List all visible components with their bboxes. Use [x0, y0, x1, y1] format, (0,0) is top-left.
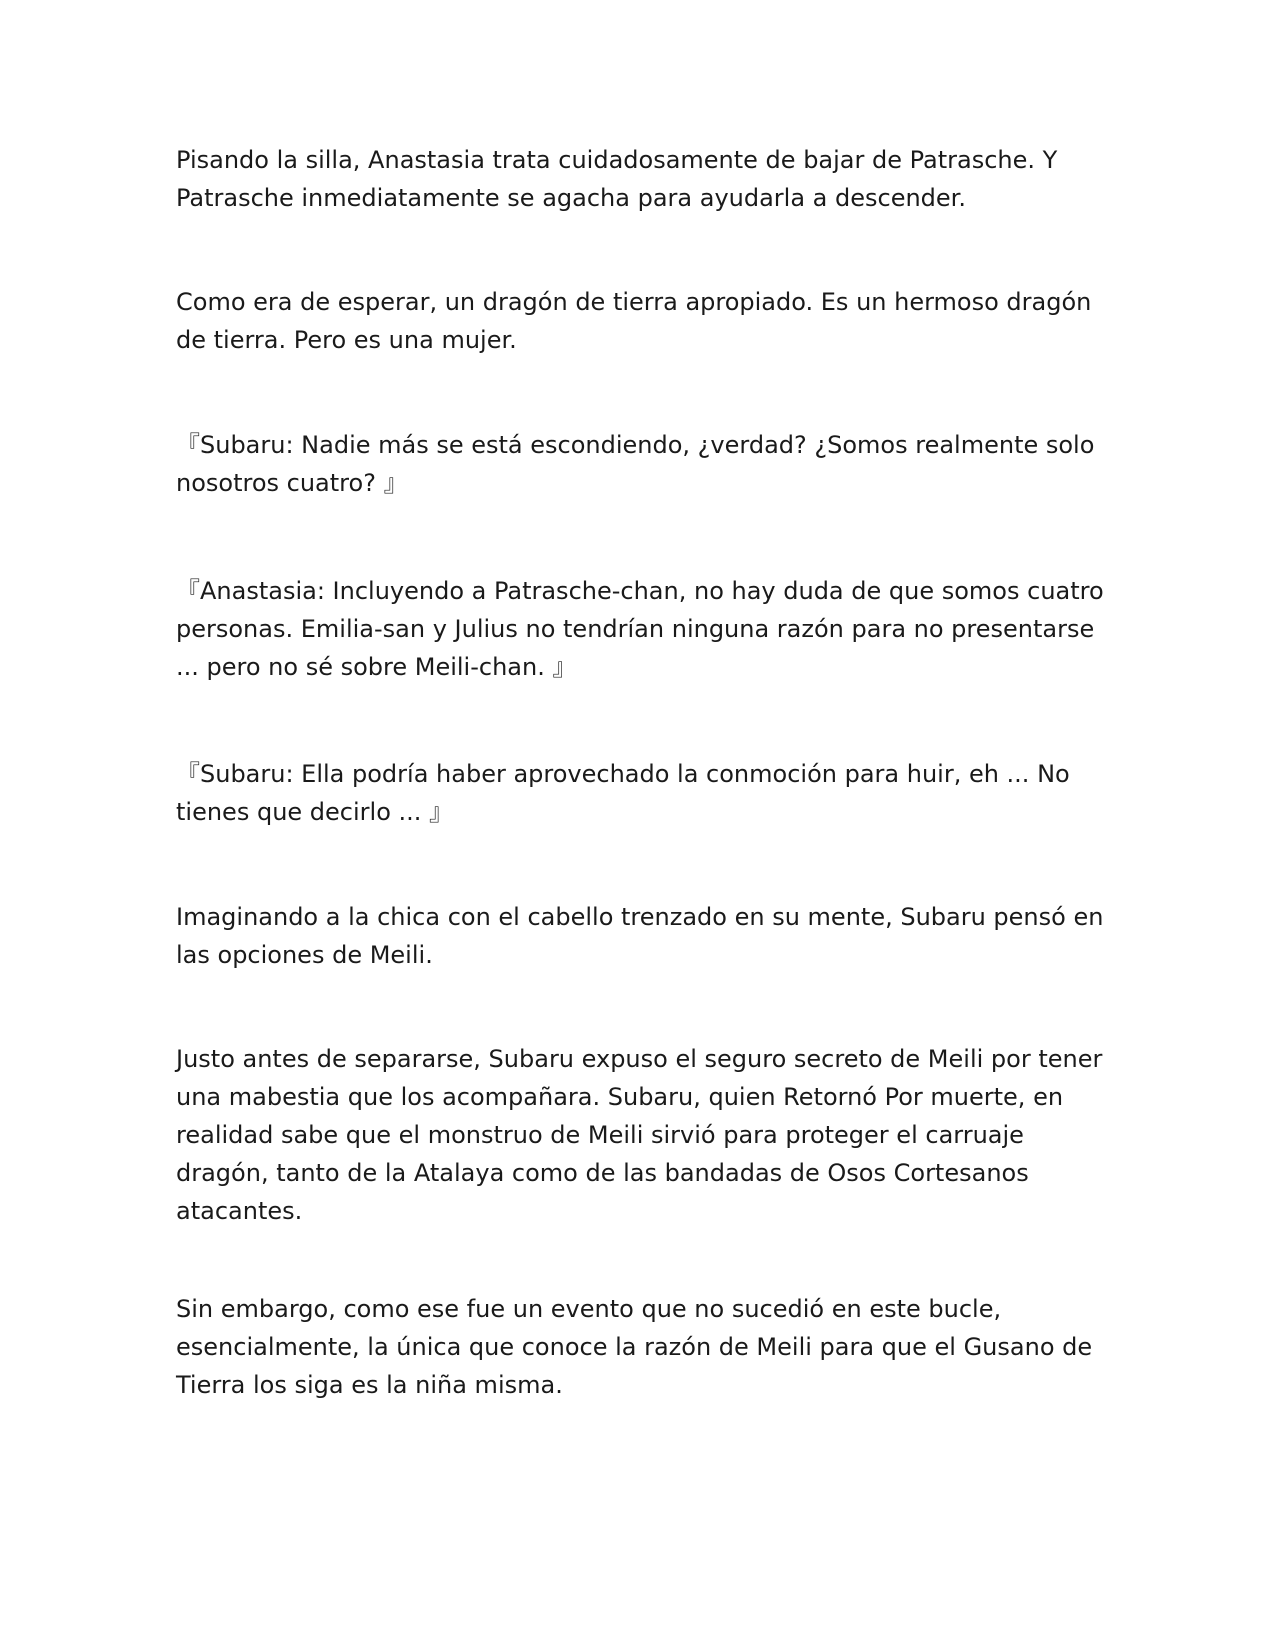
paragraph-line: Como era de esperar, un dragón de tierra apropiado. Es un hermoso dragón [176, 288, 1092, 316]
paragraph-3-dialogue-subaru [176, 426, 1106, 502]
paragraph-6 [176, 898, 1106, 974]
paragraph-line: Imaginando a la chica con el cabello trenzado en su mente, Subaru pensó en [176, 903, 1104, 931]
paragraph-line: las opciones de Meili. [176, 941, 433, 969]
paragraph-1 [176, 141, 1106, 217]
paragraph-7 [176, 1040, 1106, 1230]
paragraph-line: 『Subaru: Ella podría haber aprovechado la conmoción para huir, eh ... No [176, 760, 1070, 788]
paragraph-2 [176, 283, 1106, 359]
paragraph-line: nosotros cuatro? 』 [176, 469, 408, 497]
paragraph-line: Patrasche inmediatamente se agacha para ayudarla a descender. [176, 184, 966, 212]
paragraph-line: esencialmente, la única que conoce la razón de Meili para que el Gusano de [176, 1333, 1093, 1361]
paragraph-8 [176, 1290, 1106, 1404]
paragraph-line: de tierra. Pero es una mujer. [176, 326, 517, 354]
paragraph-line: atacantes. [176, 1197, 303, 1225]
paragraph-line: tienes que decirlo ... 』 [176, 798, 454, 826]
paragraph-line: Justo antes de separarse, Subaru expuso el seguro secreto de Meili por tener [176, 1045, 1103, 1073]
paragraph-line: dragón, tanto de la Atalaya como de las bandadas de Osos Cortesanos [176, 1159, 1029, 1187]
paragraph-line: ... pero no sé sobre Meili-chan. 』 [176, 653, 577, 681]
paragraph-line: realidad sabe que el monstruo de Meili sirvió para proteger el carruaje [176, 1121, 1024, 1149]
paragraph-line: 『Anastasia: Incluyendo a Patrasche-chan, no hay duda de que somos cuatro [176, 577, 1104, 605]
paragraph-line: Sin embargo, como ese fue un evento que no sucedió en este bucle, [176, 1295, 1002, 1323]
paragraph-line: Pisando la silla, Anastasia trata cuidadosamente de bajar de Patrasche. Y [176, 146, 1058, 174]
paragraph-5-dialogue-subaru [176, 755, 1106, 831]
paragraph-line: una mabestia que los acompañara. Subaru, quien Retornó Por muerte, en [176, 1083, 1064, 1111]
paragraph-4-dialogue-anastasia [176, 572, 1106, 686]
paragraph-line: Tierra los siga es la niña misma. [176, 1371, 563, 1399]
paragraph-line: 『Subaru: Nadie más se está escondiendo, ¿verdad? ¿Somos realmente solo [176, 431, 1095, 459]
paragraph-line: personas. Emilia-san y Julius no tendrían ninguna razón para no presentarse [176, 615, 1095, 643]
